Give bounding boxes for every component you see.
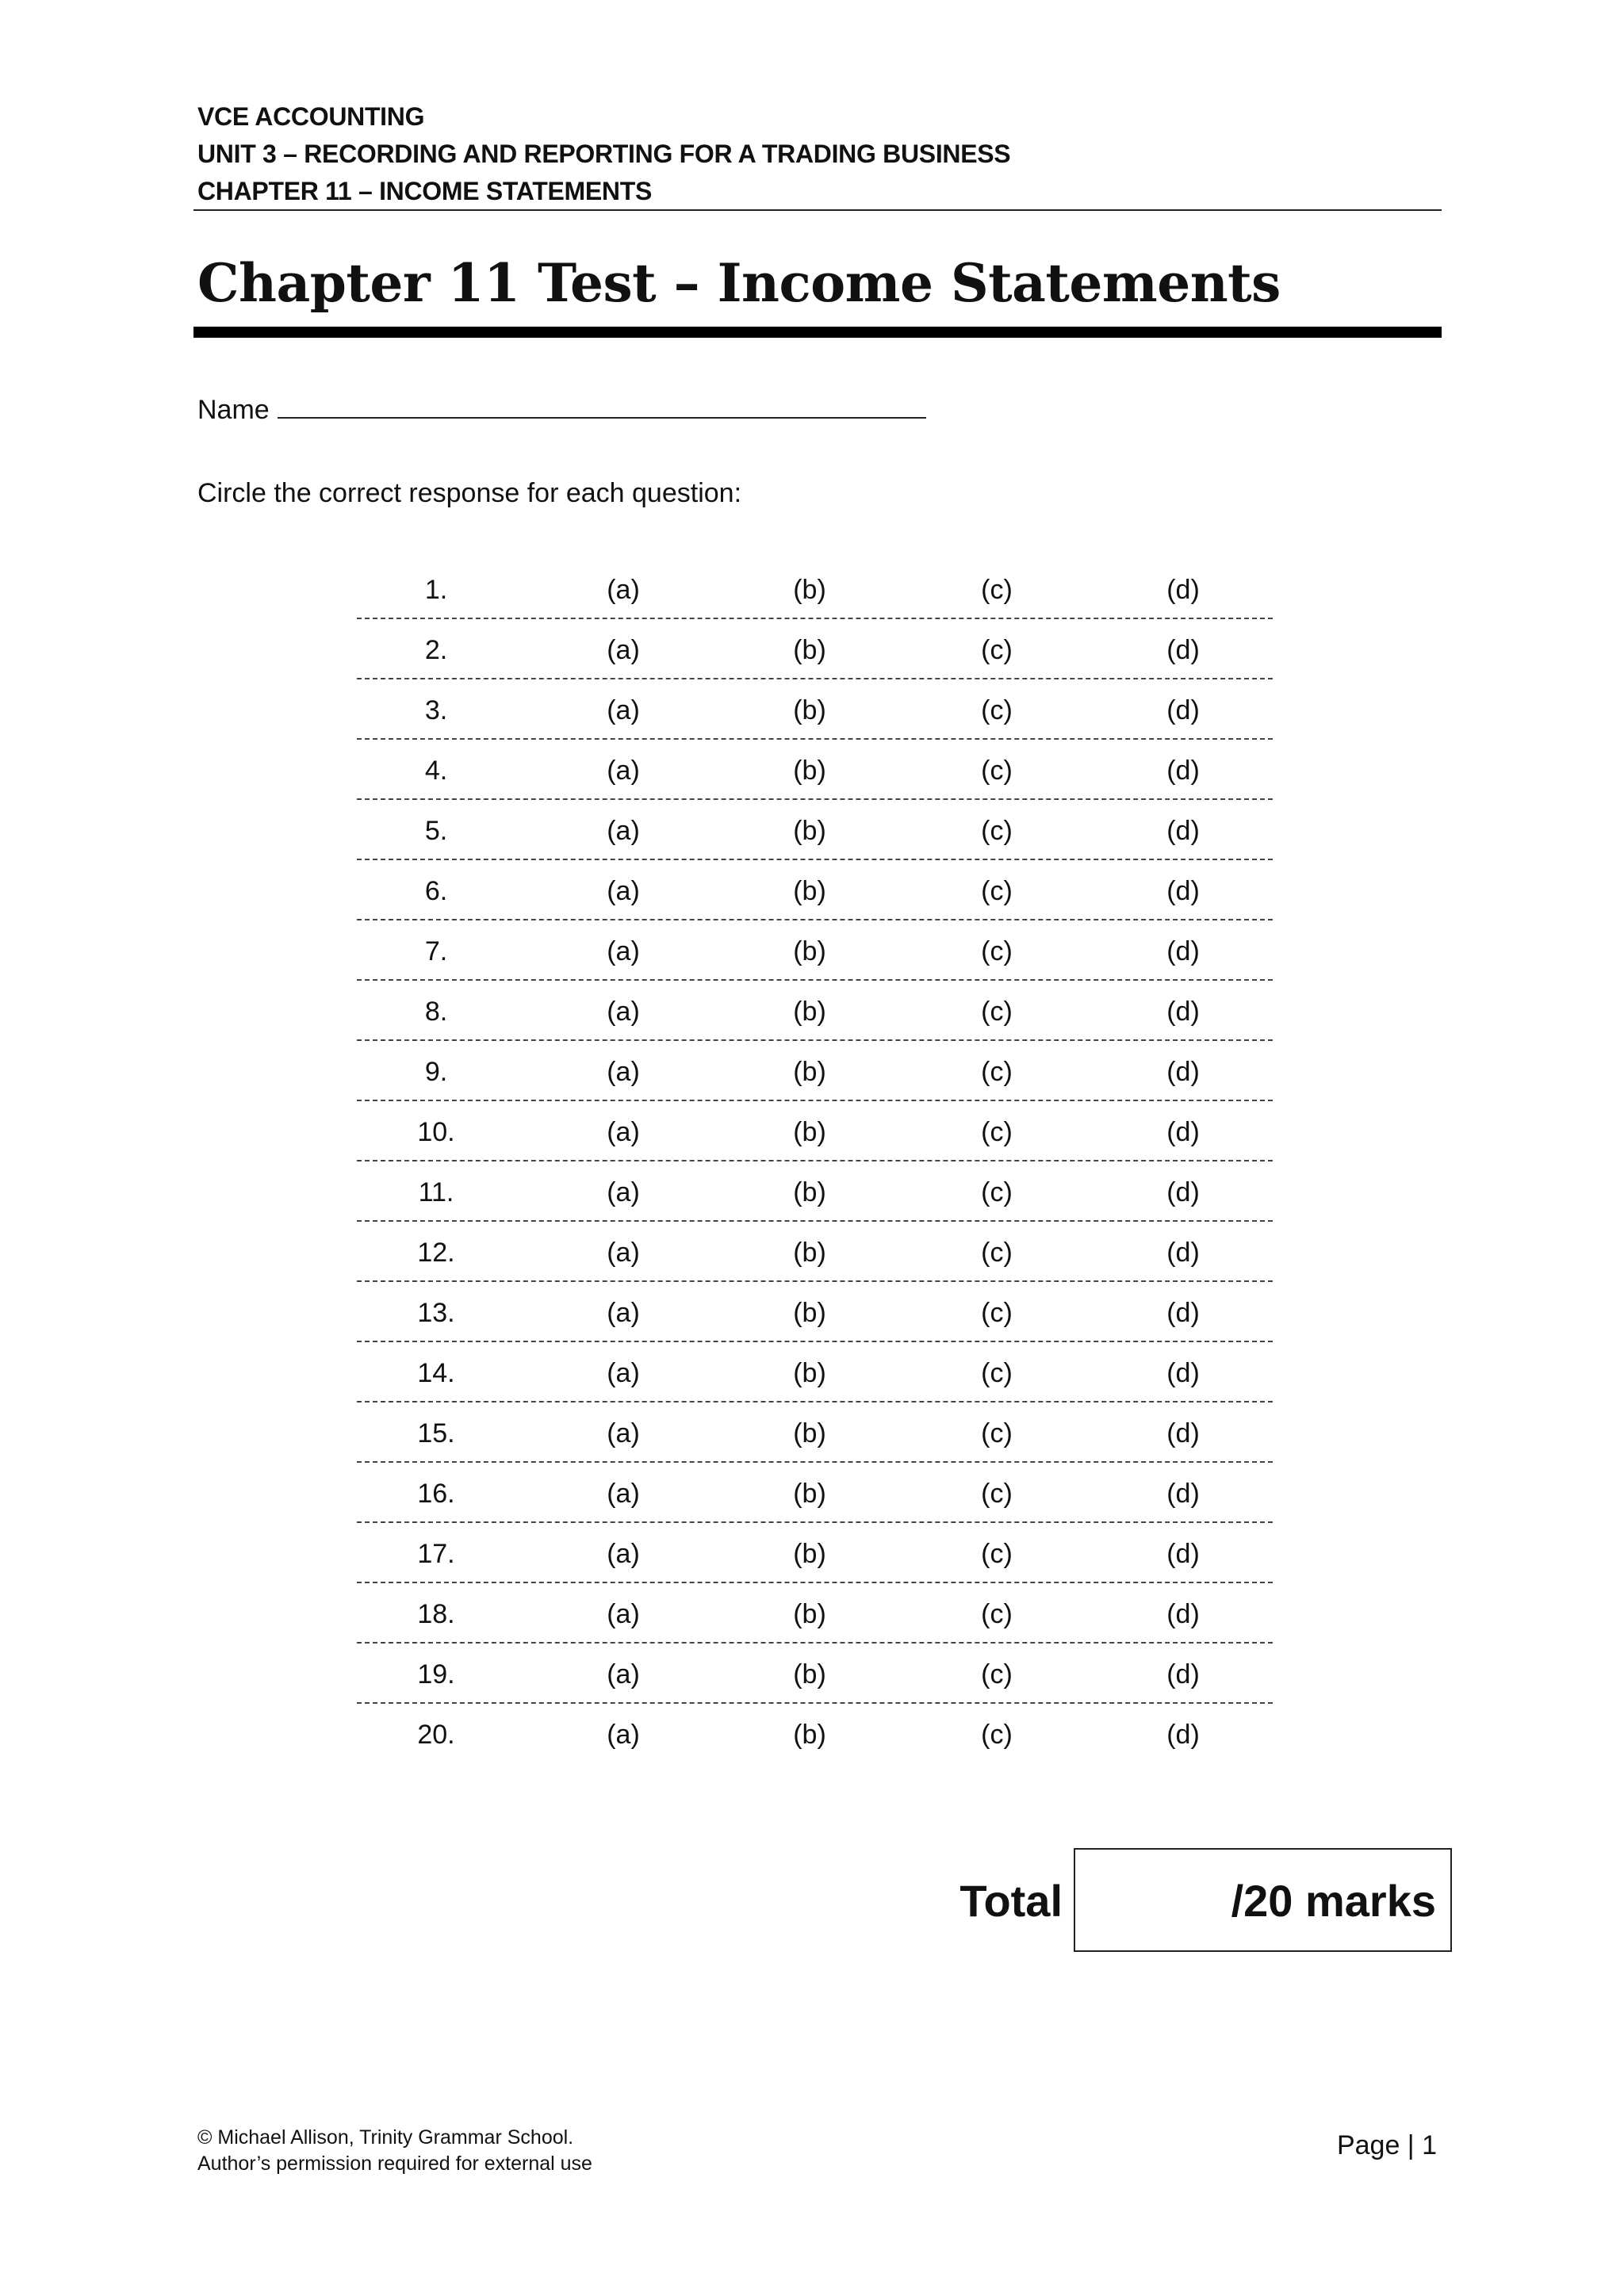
option-b[interactable]: (b) xyxy=(793,876,826,906)
option-d[interactable]: (d) xyxy=(1166,1599,1200,1629)
option-b[interactable]: (b) xyxy=(793,575,826,605)
option-a[interactable]: (a) xyxy=(607,997,640,1027)
option-d[interactable]: (d) xyxy=(1166,997,1200,1027)
question-number: 19. xyxy=(417,1659,455,1689)
option-c[interactable]: (c) xyxy=(981,635,1013,665)
option-b[interactable]: (b) xyxy=(793,1117,826,1147)
option-c[interactable]: (c) xyxy=(981,1117,1013,1147)
answer-row xyxy=(357,1463,1273,1523)
answer-row xyxy=(357,559,1273,619)
answer-row xyxy=(357,920,1273,981)
option-a[interactable]: (a) xyxy=(607,695,640,725)
question-number: 11. xyxy=(418,1177,454,1207)
option-c[interactable]: (c) xyxy=(981,1418,1013,1448)
title-divider xyxy=(193,327,1442,338)
option-b[interactable]: (b) xyxy=(793,936,826,966)
option-c[interactable]: (c) xyxy=(981,1479,1013,1509)
question-number: 18. xyxy=(417,1599,455,1629)
question-number: 4. xyxy=(424,756,448,786)
answer-row xyxy=(357,1041,1273,1101)
option-b[interactable]: (b) xyxy=(793,1720,826,1750)
option-b[interactable]: (b) xyxy=(793,816,826,846)
question-number: 8. xyxy=(424,997,448,1027)
instruction-text: Circle the correct response for each question: xyxy=(197,478,742,508)
option-d[interactable]: (d) xyxy=(1166,936,1200,966)
answer-row xyxy=(357,1101,1273,1161)
option-a[interactable]: (a) xyxy=(607,1117,640,1147)
option-a[interactable]: (a) xyxy=(607,1539,640,1569)
footer-credits xyxy=(197,2125,592,2177)
option-d[interactable]: (d) xyxy=(1166,1418,1200,1448)
option-b[interactable]: (b) xyxy=(793,1238,826,1268)
option-a[interactable]: (a) xyxy=(607,575,640,605)
option-a[interactable]: (a) xyxy=(607,1659,640,1689)
option-b[interactable]: (b) xyxy=(793,1057,826,1087)
option-a[interactable]: (a) xyxy=(607,756,640,786)
total-label: Total xyxy=(959,1876,1063,1926)
total-box xyxy=(1074,1848,1452,1952)
option-d[interactable]: (d) xyxy=(1166,756,1200,786)
option-a[interactable]: (a) xyxy=(607,936,640,966)
question-number: 15. xyxy=(417,1418,455,1448)
question-number: 16. xyxy=(417,1479,455,1509)
question-number: 14. xyxy=(417,1358,455,1388)
question-number: 6. xyxy=(424,876,448,906)
question-number: 5. xyxy=(424,816,448,846)
footer-permission: Author’s permission required for external use xyxy=(197,2152,592,2175)
option-a[interactable]: (a) xyxy=(607,1358,640,1388)
option-c[interactable]: (c) xyxy=(981,1298,1013,1328)
option-d[interactable]: (d) xyxy=(1166,816,1200,846)
option-b[interactable]: (b) xyxy=(793,1659,826,1689)
answer-row xyxy=(357,619,1273,679)
answer-row xyxy=(357,1222,1273,1282)
question-number: 3. xyxy=(424,695,448,725)
option-c[interactable]: (c) xyxy=(981,1238,1013,1268)
answer-row xyxy=(357,1342,1273,1402)
header-unit: UNIT 3 – RECORDING AND REPORTING FOR A TRADING BUSINESS xyxy=(197,140,1011,168)
option-d[interactable]: (d) xyxy=(1166,876,1200,906)
option-a[interactable]: (a) xyxy=(607,816,640,846)
header-chapter: CHAPTER 11 – INCOME STATEMENTS xyxy=(197,177,653,205)
option-c[interactable]: (c) xyxy=(981,1177,1013,1207)
page-title: Chapter 11 Test – Income Statements xyxy=(197,252,1281,314)
question-number: 17. xyxy=(417,1539,455,1569)
option-a[interactable]: (a) xyxy=(607,1418,640,1448)
page-number: Page | 1 xyxy=(1336,2130,1437,2160)
option-c[interactable]: (c) xyxy=(981,1358,1013,1388)
option-a[interactable]: (a) xyxy=(607,1298,640,1328)
option-d[interactable]: (d) xyxy=(1166,1238,1200,1268)
answer-row xyxy=(357,1704,1273,1764)
footer-copyright: © Michael Allison, Trinity Grammar School. xyxy=(197,2126,574,2149)
option-c[interactable]: (c) xyxy=(981,1599,1013,1629)
name-label: Name xyxy=(197,395,270,425)
name-blank-line[interactable] xyxy=(278,388,926,419)
option-c[interactable]: (c) xyxy=(981,575,1013,605)
header-divider xyxy=(193,209,1442,211)
option-d[interactable]: (d) xyxy=(1166,1177,1200,1207)
option-b[interactable]: (b) xyxy=(793,1418,826,1448)
option-a[interactable]: (a) xyxy=(607,876,640,906)
option-a[interactable]: (a) xyxy=(607,635,640,665)
option-c[interactable]: (c) xyxy=(981,816,1013,846)
question-number: 2. xyxy=(424,635,448,665)
option-d[interactable]: (d) xyxy=(1166,1358,1200,1388)
option-d[interactable]: (d) xyxy=(1166,1479,1200,1509)
answer-row xyxy=(357,1583,1273,1644)
option-a[interactable]: (a) xyxy=(607,1479,640,1509)
option-d[interactable]: (d) xyxy=(1166,1057,1200,1087)
question-number: 7. xyxy=(424,936,448,966)
question-number: 9. xyxy=(424,1057,448,1087)
option-d[interactable]: (d) xyxy=(1166,1659,1200,1689)
option-d[interactable]: (d) xyxy=(1166,1298,1200,1328)
option-b[interactable]: (b) xyxy=(793,1177,826,1207)
option-c[interactable]: (c) xyxy=(981,1659,1013,1689)
question-number: 12. xyxy=(417,1238,455,1268)
answer-row xyxy=(357,1523,1273,1583)
option-c[interactable]: (c) xyxy=(981,756,1013,786)
option-b[interactable]: (b) xyxy=(793,1358,826,1388)
option-c[interactable]: (c) xyxy=(981,1057,1013,1087)
answer-row xyxy=(357,679,1273,740)
name-field xyxy=(197,388,926,430)
option-d[interactable]: (d) xyxy=(1166,1117,1200,1147)
answer-row xyxy=(357,981,1273,1041)
option-d[interactable]: (d) xyxy=(1166,695,1200,725)
answer-row xyxy=(357,1402,1273,1463)
answer-row xyxy=(357,1161,1273,1222)
option-b[interactable]: (b) xyxy=(793,1599,826,1629)
option-a[interactable]: (a) xyxy=(607,1177,640,1207)
option-a[interactable]: (a) xyxy=(607,1720,640,1750)
question-number: 20. xyxy=(417,1720,455,1750)
answer-row xyxy=(357,1644,1273,1704)
answer-grid xyxy=(357,559,1273,1764)
document-header xyxy=(197,98,1441,210)
option-a[interactable]: (a) xyxy=(607,1599,640,1629)
question-number: 10. xyxy=(417,1117,455,1147)
question-number: 13. xyxy=(417,1298,455,1328)
answer-row xyxy=(357,740,1273,800)
option-b[interactable]: (b) xyxy=(793,695,826,725)
answer-row xyxy=(357,1282,1273,1342)
option-c[interactable]: (c) xyxy=(981,1539,1013,1569)
option-c[interactable]: (c) xyxy=(981,695,1013,725)
option-c[interactable]: (c) xyxy=(981,1720,1013,1750)
header-subject: VCE ACCOUNTING xyxy=(197,102,425,131)
option-b[interactable]: (b) xyxy=(793,1479,826,1509)
option-c[interactable]: (c) xyxy=(981,997,1013,1027)
option-b[interactable]: (b) xyxy=(793,635,826,665)
option-d[interactable]: (d) xyxy=(1166,635,1200,665)
option-d[interactable]: (d) xyxy=(1166,575,1200,605)
option-d[interactable]: (d) xyxy=(1166,1539,1200,1569)
option-a[interactable]: (a) xyxy=(607,1057,640,1087)
option-d[interactable]: (d) xyxy=(1166,1720,1200,1750)
option-c[interactable]: (c) xyxy=(981,876,1013,906)
option-b[interactable]: (b) xyxy=(793,1539,826,1569)
option-c[interactable]: (c) xyxy=(981,936,1013,966)
option-a[interactable]: (a) xyxy=(607,1238,640,1268)
option-b[interactable]: (b) xyxy=(793,756,826,786)
answer-row xyxy=(357,800,1273,860)
total-value: /20 marks xyxy=(1231,1876,1436,1926)
answer-row xyxy=(357,860,1273,920)
question-number: 1. xyxy=(424,575,448,605)
option-b[interactable]: (b) xyxy=(793,1298,826,1328)
option-b[interactable]: (b) xyxy=(793,997,826,1027)
